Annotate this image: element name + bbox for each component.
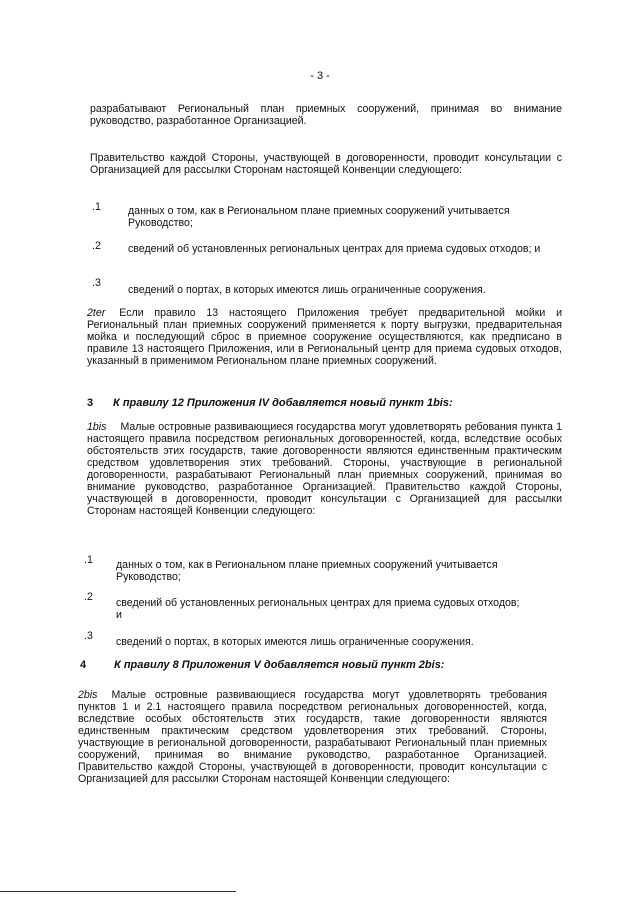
paragraph-1bis-text: Малые островные развивающиеся государства могут удовлетворять ребования пункта 1 настоящего правила посредством региональных договоренностей, когда, вследствие особых обстоятельств этих государств, такие договоренности являются единственным практическим средством удовлетворения этих требований. Стороны, участвующие в региональной договоренности, разрабатывают Региональный план приемных сооружений, принимая во внимание руководство, разработанное Организацией. Правительство каждой Стороны, участвующей в договоренности, проводит консультации с Организацией для рассылки Сторонам настоящей Конвенции следующего:: [87, 421, 562, 517]
paragraph-1bis-tag: 1bis: [87, 421, 107, 433]
section-3-title: К правилу 12 Приложения IV добавляется новый пункт 1bis:: [113, 397, 453, 409]
section-3-number: 3: [87, 397, 94, 409]
list-b-item-2-number: .2: [84, 591, 93, 603]
section-3-heading: [87, 397, 562, 411]
section-4-number: 4: [80, 659, 87, 671]
intro-paragraph-2: Правительство каждой Стороны, участвующей в договоренности, проводит консультации с Организацией для рассылки Сторонам настоящей Конвенции следующего:: [90, 152, 562, 176]
paragraph-2bis-text: Малые островные развивающиеся государства могут удовлетворять требования пунктов 1 и 2.1 настоящего правила посредством региональных договоренностей, когда, вследствие особых обстоятельств этих государств, такие договоренности являются единственным практическим средством удовлетворения этих требований. Стороны, участвующие в региональной договоренности, разрабатывают Региональный план приемных сооружений, принимая во внимание руководство, разработанное Организацией. Правительство каждой Стороны, участвующей в договоренности, проводит консультации с Организацией для рассылки Сторонам настоящей Конвенции следующего:: [78, 689, 547, 785]
paragraph-2bis-tag: 2bis: [78, 689, 98, 701]
list-b-item-1-number: .1: [84, 554, 93, 566]
page-number: - 3 -: [310, 70, 330, 82]
list-b-item-2-text: сведений об установленных региональных центрах для приема судовых отходов; и: [116, 597, 520, 621]
list-b-item-3-number: .3: [84, 630, 93, 642]
paragraph-2ter-text: Если правило 13 настоящего Приложения требует предварительной мойки и Региональный план приемных сооружений применяется к порту выгрузки, предварительная мойка и последующий сброс в приемное сооружение осуществляются, как предписано в правиле 13 настоящего Приложения, или в Региональный центр для приема судовых отходов, указанный в применимом Региональном плане приемных сооружений.: [87, 307, 562, 367]
section-4-title: К правилу 8 Приложения V добавляется новый пункт 2bis:: [114, 659, 445, 671]
list-a-item-3-number: .3: [92, 277, 101, 289]
paragraph-1bis: [87, 421, 562, 517]
paragraph-2ter: [87, 307, 562, 367]
intro-paragraph-1: разрабатывают Региональный план приемных сооружений, принимая во внимание руководство, разработанное Организацией.: [90, 103, 562, 127]
list-a-item-1-number: .1: [92, 201, 101, 213]
paragraph-2bis: [78, 689, 547, 785]
list-b-item-1-text: данных о том, как в Региональном плане приемных сооружений учитывается Руководство;: [116, 559, 498, 583]
list-b-item-3-text: сведений о портах, в которых имеются лишь ограниченные сооружения.: [116, 636, 474, 648]
list-a-item-3-text: сведений о портах, в которых имеются лишь ограниченные сооружения.: [128, 284, 486, 296]
section-4-heading: [80, 659, 550, 673]
list-a-item-1-text: данных о том, как в Региональном плане приемных сооружений учитывается Руководство;: [128, 205, 510, 229]
paragraph-2ter-tag: 2ter: [87, 307, 106, 319]
footnote-separator: [0, 891, 236, 892]
list-a-item-2-text: сведений об установленных региональных центрах для приема судовых отходов; и: [128, 243, 541, 255]
list-a-item-2-number: .2: [92, 240, 101, 252]
